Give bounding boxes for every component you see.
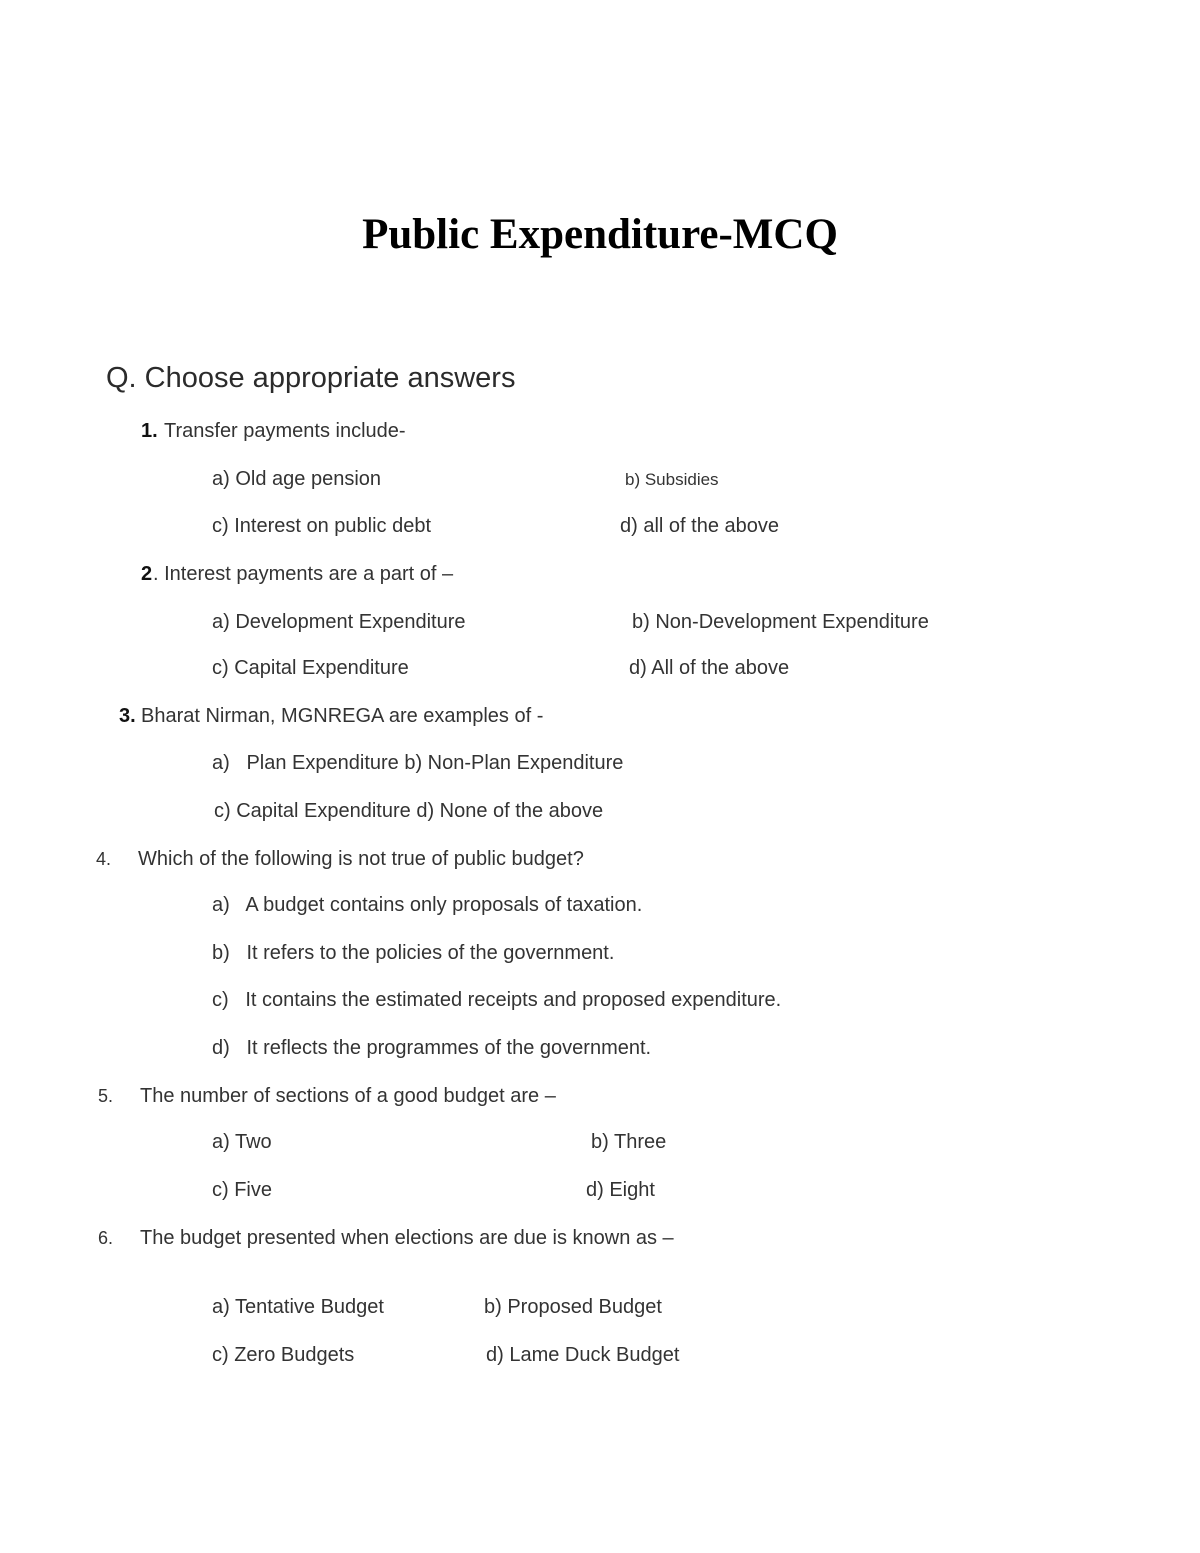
answer-option: c) Zero Budgets bbox=[212, 1344, 355, 1366]
answer-option: c) Capital Expenditure bbox=[212, 657, 409, 679]
question-number: 2 bbox=[141, 563, 153, 585]
answer-option: b) Non-Development Expenditure bbox=[632, 611, 929, 633]
answer-option: b) Three bbox=[591, 1131, 667, 1153]
question-number: 1. bbox=[141, 420, 158, 442]
question-number: 6. bbox=[98, 1228, 114, 1248]
page-title: Public Expenditure-MCQ bbox=[362, 211, 838, 258]
question-number: 4. bbox=[96, 849, 112, 869]
question-number: 3. bbox=[119, 705, 136, 727]
answer-option: c) Five bbox=[212, 1179, 272, 1201]
answer-option: a) Plan Expenditure b) Non-Plan Expenditure bbox=[212, 752, 624, 774]
answer-option: a) Old age pension bbox=[212, 468, 382, 490]
answer-option: b) Proposed Budget bbox=[484, 1296, 662, 1318]
answer-option: d) Lame Duck Budget bbox=[486, 1344, 680, 1366]
question-text: Bharat Nirman, MGNREGA are examples of - bbox=[141, 705, 544, 727]
question-text: . Interest payments are a part of – bbox=[153, 563, 454, 585]
answer-option: d) all of the above bbox=[620, 515, 779, 537]
answer-option: c) It contains the estimated receipts and proposed expenditure. bbox=[212, 989, 782, 1011]
answer-option: c) Interest on public debt bbox=[212, 515, 432, 537]
answer-option: b) Subsidies bbox=[625, 470, 719, 489]
answer-option: a) A budget contains only proposals of taxation. bbox=[212, 894, 643, 916]
question-text: Which of the following is not true of public budget? bbox=[138, 848, 584, 870]
answer-option: a) Development Expenditure bbox=[212, 611, 466, 633]
answer-option: a) Tentative Budget bbox=[212, 1296, 384, 1318]
answer-option: a) Two bbox=[212, 1131, 272, 1153]
answer-option: c) Capital Expenditure d) None of the above bbox=[214, 800, 604, 822]
question-text: The budget presented when elections are due is known as – bbox=[140, 1227, 674, 1249]
question-number: 5. bbox=[98, 1086, 114, 1106]
question-text: The number of sections of a good budget are – bbox=[140, 1085, 556, 1107]
question-text: Transfer payments include- bbox=[164, 420, 406, 442]
answer-option: b) It refers to the policies of the government. bbox=[212, 942, 615, 964]
answer-option: d) Eight bbox=[586, 1179, 655, 1201]
section-heading: Q. Choose appropriate answers bbox=[106, 362, 516, 394]
answer-option: d) All of the above bbox=[629, 657, 790, 679]
answer-option: d) It reflects the programmes of the government. bbox=[212, 1037, 652, 1059]
